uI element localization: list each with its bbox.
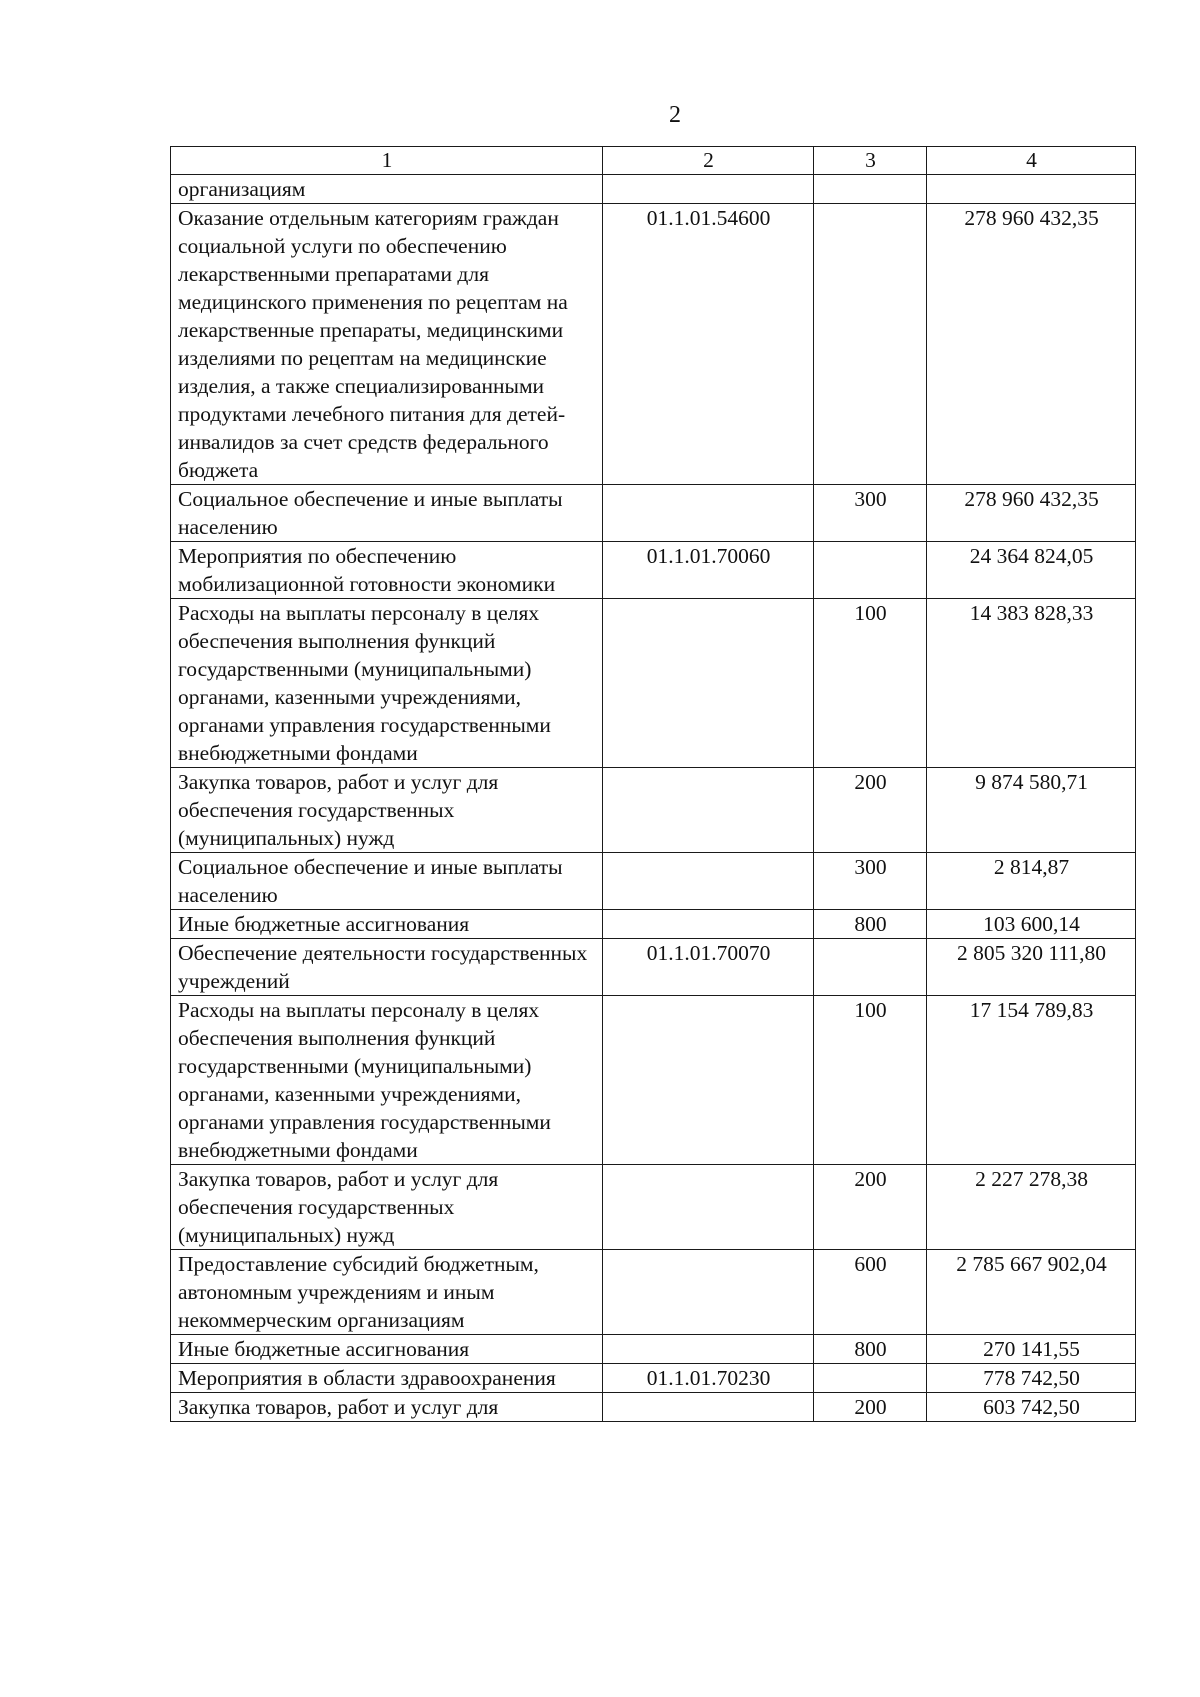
- row-amount: 103 600,14: [927, 910, 1136, 939]
- table-row: [171, 1250, 1136, 1335]
- row-amount: 278 960 432,35: [927, 485, 1136, 542]
- row-amount: 270 141,55: [927, 1335, 1136, 1364]
- row-name: Закупка товаров, работ и услуг для: [171, 1393, 603, 1422]
- row-name: Предоставление субсидий бюджетным, автономным учреждениям и иным некоммерческим организациям: [171, 1250, 603, 1335]
- row-amount: 778 742,50: [927, 1364, 1136, 1393]
- row-code: [603, 853, 814, 910]
- row-kind: [814, 175, 927, 204]
- row-kind: 600: [814, 1250, 927, 1335]
- row-code: [603, 996, 814, 1165]
- table-row: [171, 1165, 1136, 1250]
- row-amount: 603 742,50: [927, 1393, 1136, 1422]
- row-kind: 200: [814, 1165, 927, 1250]
- row-kind: [814, 939, 927, 996]
- row-kind: 200: [814, 768, 927, 853]
- row-code: 01.1.01.70060: [603, 542, 814, 599]
- table-row: [171, 768, 1136, 853]
- row-amount: 17 154 789,83: [927, 996, 1136, 1165]
- page-number: 2: [669, 102, 681, 128]
- table-row: [171, 996, 1136, 1165]
- row-kind: 100: [814, 996, 927, 1165]
- row-kind: 100: [814, 599, 927, 768]
- row-code: 01.1.01.70070: [603, 939, 814, 996]
- budget-table: [170, 146, 1136, 1422]
- row-name: Расходы на выплаты персоналу в целях обеспечения выполнения функций государственными (муниципальными) органами, казенными учреждениями, органами управления государственными внебюджетными фондами: [171, 599, 603, 768]
- row-code: [603, 1335, 814, 1364]
- row-kind: [814, 204, 927, 485]
- table-row: [171, 1393, 1136, 1422]
- table-row: [171, 599, 1136, 768]
- row-amount: 2 785 667 902,04: [927, 1250, 1136, 1335]
- row-kind: [814, 542, 927, 599]
- row-name: Социальное обеспечение и иные выплаты населению: [171, 485, 603, 542]
- table-row: [171, 853, 1136, 910]
- row-name: организациям: [171, 175, 603, 204]
- row-amount: 14 383 828,33: [927, 599, 1136, 768]
- row-code: 01.1.01.54600: [603, 204, 814, 485]
- table-row: [171, 204, 1136, 485]
- table-row: [171, 542, 1136, 599]
- row-amount: 2 805 320 111,80: [927, 939, 1136, 996]
- row-code: [603, 1250, 814, 1335]
- row-kind: [814, 1364, 927, 1393]
- row-name: Обеспечение деятельности государственных учреждений: [171, 939, 603, 996]
- column-header-1: 1: [171, 147, 603, 175]
- row-code: [603, 768, 814, 853]
- column-header-3: 3: [814, 147, 927, 175]
- row-name: Мероприятия по обеспечению мобилизационной готовности экономики: [171, 542, 603, 599]
- row-name: Иные бюджетные ассигнования: [171, 1335, 603, 1364]
- row-amount: 2 814,87: [927, 853, 1136, 910]
- table-row: [171, 175, 1136, 204]
- row-code: [603, 910, 814, 939]
- row-name: Иные бюджетные ассигнования: [171, 910, 603, 939]
- row-kind: 200: [814, 1393, 927, 1422]
- table-row: [171, 1364, 1136, 1393]
- row-amount: 2 227 278,38: [927, 1165, 1136, 1250]
- row-name: Оказание отдельным категориям граждан социальной услуги по обеспечению лекарственными препаратами для медицинского применения по рецептам на лекарственные препараты, медицинскими изделиями по рецептам на медицинские изделия, а также специализированными продуктами лечебного питания для детей-инвалидов за счет средств федерального бюджета: [171, 204, 603, 485]
- table-row: [171, 910, 1136, 939]
- column-header-4: 4: [927, 147, 1136, 175]
- table-row: [171, 939, 1136, 996]
- row-name: Закупка товаров, работ и услуг для обеспечения государственных (муниципальных) нужд: [171, 768, 603, 853]
- table-row: [171, 1335, 1136, 1364]
- row-kind: 800: [814, 1335, 927, 1364]
- row-kind: 300: [814, 485, 927, 542]
- row-amount: 24 364 824,05: [927, 542, 1136, 599]
- column-header-2: 2: [603, 147, 814, 175]
- row-name: Мероприятия в области здравоохранения: [171, 1364, 603, 1393]
- row-kind: 300: [814, 853, 927, 910]
- row-amount: 9 874 580,71: [927, 768, 1136, 853]
- row-name: Социальное обеспечение и иные выплаты населению: [171, 853, 603, 910]
- row-name: Закупка товаров, работ и услуг для обеспечения государственных (муниципальных) нужд: [171, 1165, 603, 1250]
- row-code: [603, 599, 814, 768]
- row-code: 01.1.01.70230: [603, 1364, 814, 1393]
- table-header-row: [171, 147, 1136, 175]
- row-amount: 278 960 432,35: [927, 204, 1136, 485]
- row-code: [603, 175, 814, 204]
- row-code: [603, 485, 814, 542]
- row-name: Расходы на выплаты персоналу в целях обеспечения выполнения функций государственными (муниципальными) органами, казенными учреждениями, органами управления государственными внебюджетными фондами: [171, 996, 603, 1165]
- table-row: [171, 485, 1136, 542]
- row-kind: 800: [814, 910, 927, 939]
- row-amount: [927, 175, 1136, 204]
- row-code: [603, 1165, 814, 1250]
- row-code: [603, 1393, 814, 1422]
